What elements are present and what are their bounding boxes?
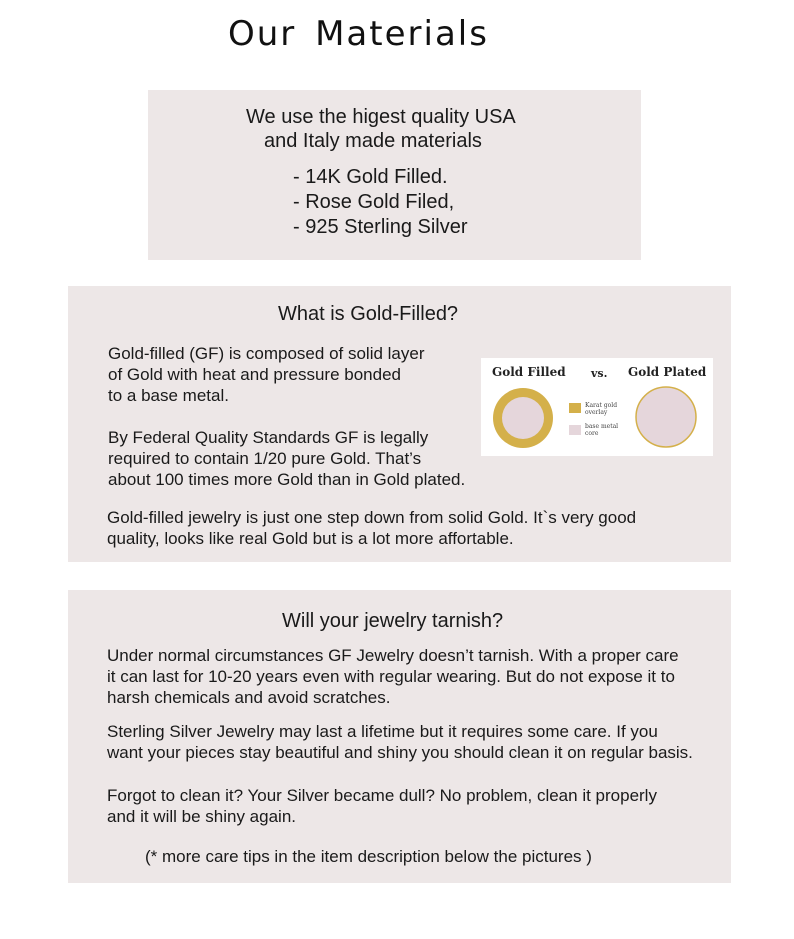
legend-gold-text: Karat gold [585, 402, 618, 409]
tarnish-paragraph [107, 721, 693, 763]
paragraph-line: it can last for 10-20 years even with regular wearing. But do not expose it to [107, 667, 675, 686]
gold-plated-label: Gold Plated [628, 365, 707, 379]
gold-filled-core-circle [502, 397, 544, 439]
legend-base-text: core [585, 430, 599, 437]
materials-list-item: - 14K Gold Filled. [293, 166, 448, 188]
tarnish-paragraph [107, 645, 679, 708]
paragraph-line: Under normal circumstances GF Jewelry doesn’t tarnish. With a proper care [107, 646, 679, 665]
paragraph-line: required to contain 1/20 pure Gold. That’s [108, 449, 422, 468]
paragraph-line: want your pieces stay beautiful and shiny you should clean it on regular basis. [107, 743, 693, 762]
care-tips-note: (* more care tips in the item description below the pictures ) [145, 847, 592, 866]
gold-filled-heading: What is Gold-Filled? [278, 303, 459, 325]
paragraph-line: Forgot to clean it? Your Silver became dull? No problem, clean it properly [107, 786, 657, 805]
paragraph-line: about 100 times more Gold than in Gold plated. [108, 470, 466, 489]
tarnish-heading: Will your jewelry tarnish? [282, 610, 504, 632]
legend-gold-swatch [569, 403, 581, 413]
gold-plated-circle [636, 387, 696, 447]
paragraph-line: of Gold with heat and pressure bonded [108, 365, 401, 384]
materials-list-item: - 925 Sterling Silver [293, 216, 468, 238]
paragraph-line: By Federal Quality Standards GF is legally [108, 428, 429, 447]
materials-list [293, 165, 468, 240]
paragraph-line: Gold-filled jewelry is just one step down from solid Gold. It`s very good [107, 508, 637, 527]
legend-base-swatch [569, 425, 581, 435]
paragraph-line: Gold-filled (GF) is composed of solid layer [108, 344, 425, 363]
tarnish-paragraph [107, 785, 657, 827]
gold-filled-paragraph [108, 343, 425, 406]
paragraph-line: and it will be shiny again. [107, 807, 297, 826]
materials-intro [246, 105, 516, 153]
vs-label: vs. [591, 367, 608, 380]
legend-base-text: base metal [585, 423, 619, 430]
gold-filled-paragraph [107, 507, 636, 549]
page-title: Our Materials [228, 14, 489, 54]
gold-filled-paragraph [108, 427, 465, 490]
paragraph-line: harsh chemicals and avoid scratches. [107, 688, 391, 707]
materials-list-item: - Rose Gold Filed, [293, 191, 455, 213]
paragraph-line: to a base metal. [108, 386, 229, 405]
gold-filled-label: Gold Filled [492, 365, 566, 379]
materials-intro-line: We use the higest quality USA [246, 106, 516, 128]
paragraph-line: Sterling Silver Jewelry may last a lifetime but it requires some care. If you [107, 722, 658, 741]
materials-intro-line: and Italy made materials [264, 130, 482, 152]
legend-gold-text: overlay [585, 409, 608, 416]
paragraph-line: quality, looks like real Gold but is a lot more affortable. [107, 529, 514, 548]
gold-comparison-figure [481, 358, 713, 456]
